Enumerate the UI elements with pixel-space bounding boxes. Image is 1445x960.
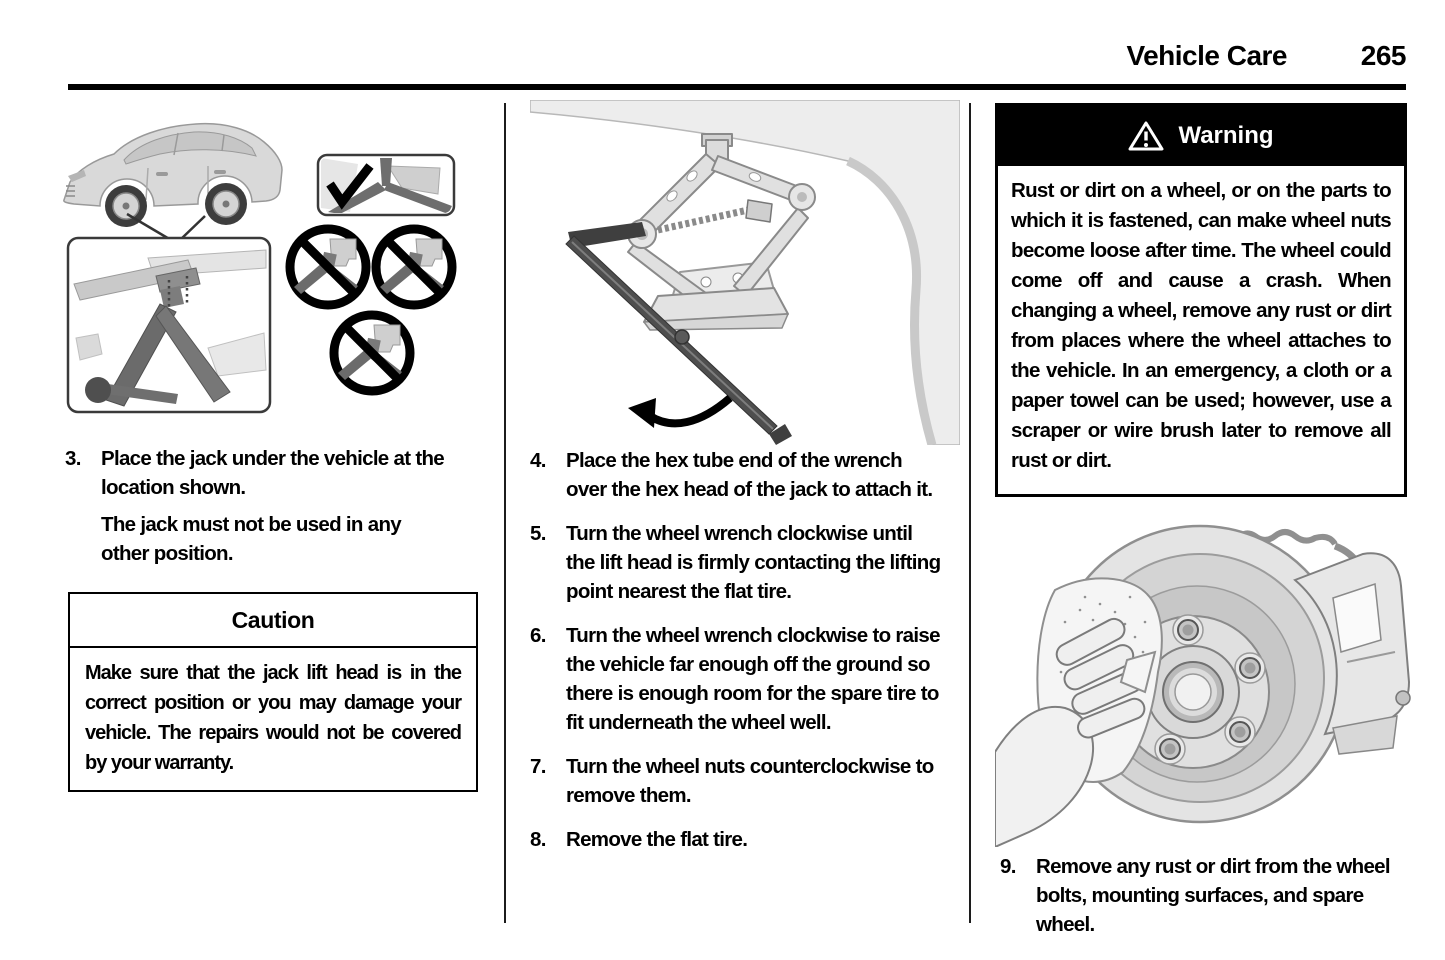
section-title: Vehicle Care (1126, 40, 1287, 71)
step-4 (530, 446, 944, 504)
jack-position-inset (68, 238, 270, 412)
column-divider-right (969, 103, 971, 923)
warning-header (998, 106, 1404, 166)
correct-position-inset (318, 155, 454, 215)
step-text: Turn the wheel wrench clockwise to raise the vehicle far enough off the ground so there is enough room for the spare tire to fit underneath the wheel well. (566, 624, 940, 734)
step-number: 4. (530, 449, 546, 472)
page-number: 265 (1360, 40, 1406, 71)
vehicle-side-view (64, 124, 282, 227)
warning-triangle-icon (1128, 120, 1164, 152)
caution-body: Make sure that the jack lift head is in the correct position or you may damage your vehicle. The repairs would not be covered by your warranty. (85, 662, 461, 774)
caution-title: Caution (70, 594, 476, 648)
step-3-note: The jack must not be used in any other position. (101, 513, 401, 565)
step-text: Remove any rust or dirt from the wheel bolts, mounting surfaces, and spare wheel. (1036, 855, 1390, 936)
step-number: 9. (1000, 855, 1016, 878)
no-symbol-icon (334, 315, 410, 391)
steps-list (530, 446, 944, 869)
step-8 (530, 825, 944, 854)
step-text: Turn the wheel nuts counterclockwise to remove them. (566, 755, 934, 807)
step-9 (1000, 852, 1408, 939)
step-text: Place the hex tube end of the wrench over the hex head of the jack to attach it. (566, 449, 933, 501)
header-rule (68, 84, 1406, 90)
step-text: Remove the flat tire. (566, 828, 748, 851)
step-5 (530, 519, 944, 606)
hub-cleaning-illustration (995, 502, 1415, 847)
no-symbol-icon (376, 229, 452, 305)
step-6 (530, 621, 944, 737)
step-number: 8. (530, 828, 546, 851)
rear-wheel (205, 183, 247, 225)
step-number: 3. (65, 447, 81, 470)
caution-box (68, 592, 478, 792)
step-number: 6. (530, 624, 546, 647)
warning-box (995, 103, 1407, 497)
warning-body: Rust or dirt on a wheel, or on the parts to which it is fastened, can make wheel nuts become loose after time. The wheel could come off and cause a crash. When changing a wheel, remove any rust or dirt from places where the wheel attaches to the vehicle. In an emergency, a cloth or a paper towel can be used; however, use a scraper or wire brush later to remove all rust or dirt. (1011, 179, 1391, 472)
step-text: Turn the wheel wrench clockwise until the lift head is firmly contacting the lifting point nearest the flat tire. (566, 522, 941, 603)
warning-title: Warning (1178, 122, 1274, 149)
jack-location-illustration (28, 108, 480, 440)
step-7 (530, 752, 944, 810)
step-text: Place the jack under the vehicle at the location shown. (101, 447, 444, 499)
no-symbol-icon (290, 229, 366, 305)
scissor-jack (628, 134, 815, 330)
step-number: 7. (530, 755, 546, 778)
turn-direction-arrow-icon (628, 398, 730, 428)
step-3 (65, 444, 467, 502)
jack-wrench-illustration (530, 100, 960, 445)
step-number: 5. (530, 522, 546, 545)
column-divider-left (504, 103, 506, 923)
